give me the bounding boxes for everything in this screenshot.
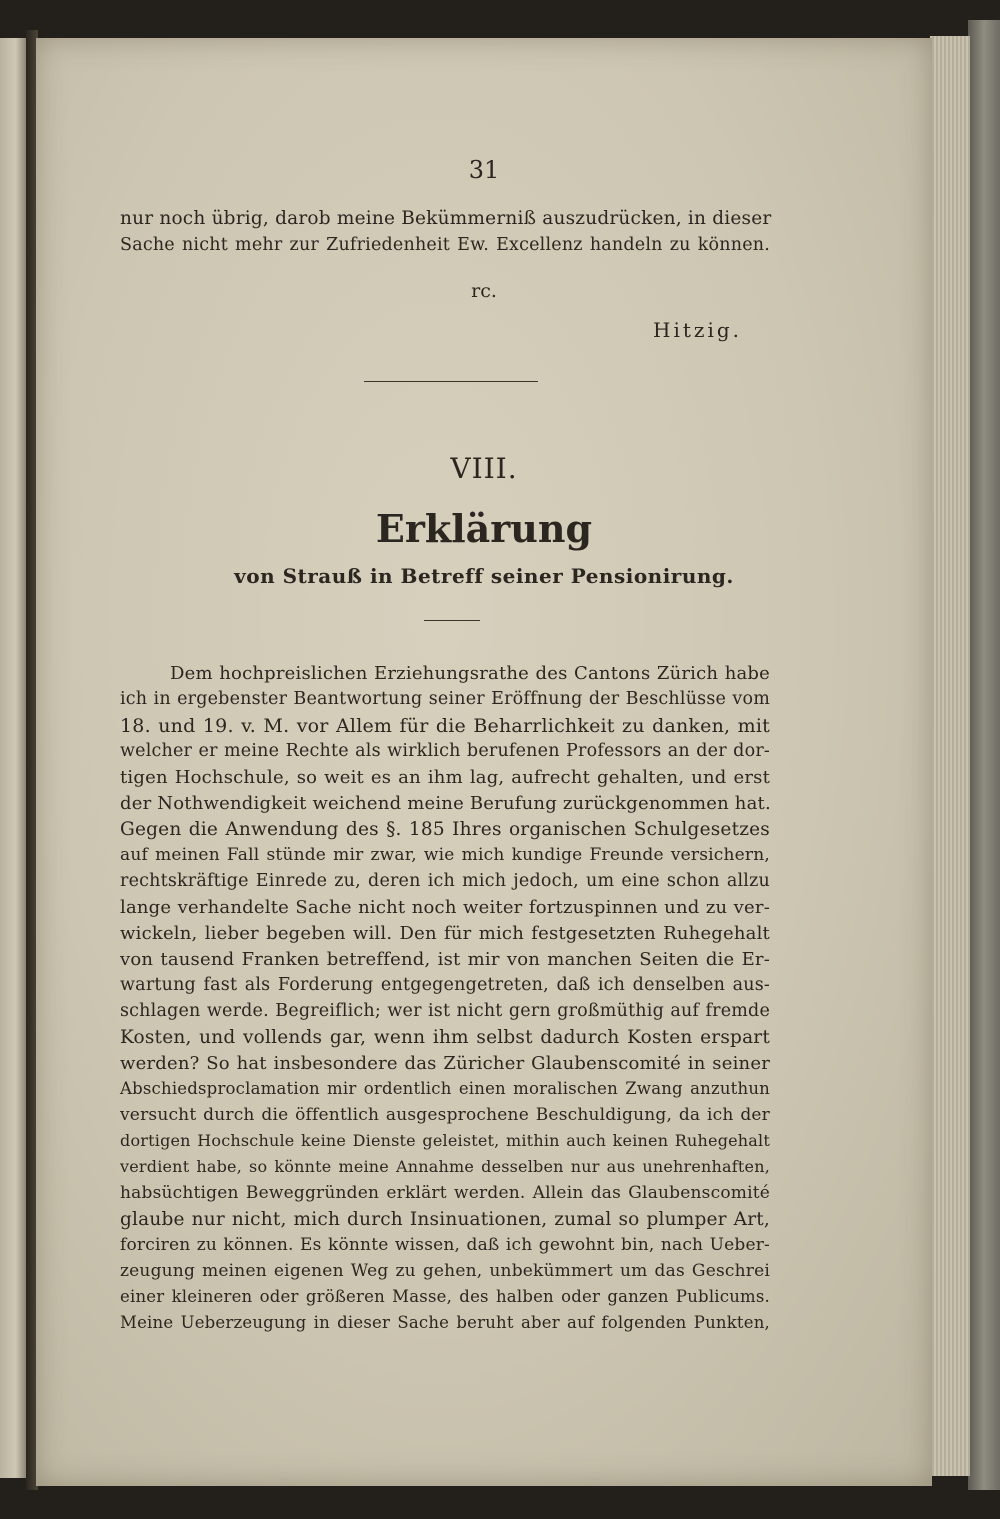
page-number: 31 — [468, 156, 500, 184]
body-line: Kosten, und vollends gar, wenn ihm selbst dadurch Kosten erspart — [120, 1027, 770, 1048]
body-line: glaube nur nicht, mich durch Insinuationen, zumal so plumper Art, — [120, 1209, 770, 1230]
body-line: lange verhandelte Sache nicht noch weiter fortzuspinnen und zu ver- — [120, 897, 770, 918]
body-line: verdient habe, so könnte meine Annahme desselben nur aus unehrenhaften, — [120, 1157, 770, 1176]
signature: Hitzig. — [653, 318, 742, 342]
body-line: einer kleineren oder größeren Masse, des halben oder ganzen Publicums. — [120, 1287, 770, 1306]
body-line: tigen Hochschule, so weit es an ihm lag, aufrecht gehalten, und erst — [120, 767, 770, 788]
body-line: welcher er meine Rechte als wirklich berufenen Professors an der dor- — [120, 741, 770, 761]
continuation-line: Sache nicht mehr zur Zufriedenheit Ew. Excellenz handeln zu können. — [120, 235, 770, 255]
body-line: versucht durch die öffentlich ausgesprochene Beschuldigung, da ich der — [120, 1105, 770, 1125]
body-line: werden? So hat insbesondere das Züricher Glaubenscomité in seiner — [120, 1053, 770, 1074]
cover-edge — [968, 20, 1000, 1490]
body-line: schlagen werde. Begreiflich; wer ist nicht gern großmüthig auf fremde — [120, 1001, 770, 1021]
continuation-line: nur noch übrig, darob meine Bekümmerniß auszudrücken, in dieser — [120, 208, 772, 229]
book-page — [36, 38, 932, 1486]
body-line: Meine Ueberzeugung in dieser Sache beruht aber auf folgenden Punkten, — [120, 1313, 770, 1332]
body-line: der Nothwendigkeit weichend meine Berufung zurückgenommen hat. — [120, 793, 771, 814]
left-page-edge — [0, 38, 26, 1478]
body-line: von tausend Franken betreffend, ist mir von manchen Seiten die Er- — [120, 949, 770, 970]
body-line: habsüchtigen Beweggründen erklärt werden. Allein das Glaubenscomité — [120, 1183, 770, 1203]
section-heading: Erklärung — [375, 506, 593, 551]
section-number: VIII. — [450, 452, 518, 485]
body-line: forciren zu können. Es könnte wissen, daß ich gewohnt bin, nach Ueber- — [120, 1235, 770, 1255]
body-line: ich in ergebenster Beantwortung seiner Eröffnung der Beschlüsse vom — [120, 689, 770, 709]
body-line: dortigen Hochschule keine Dienste geleistet, mithin auch keinen Ruhegehalt — [120, 1131, 770, 1150]
body-line: wartung fast als Forderung entgegengetreten, daß ich denselben aus- — [120, 975, 770, 995]
body-line: auf meinen Fall stünde mir zwar, wie mich kundige Freunde versichern, — [120, 845, 770, 865]
heading-divider — [424, 620, 480, 621]
closing-etc: rc. — [471, 280, 497, 302]
section-divider — [364, 381, 538, 382]
body-line: Dem hochpreislichen Erziehungsrathe des Cantons Zürich habe — [170, 663, 770, 684]
page-stack-edge — [930, 36, 970, 1476]
body-line: zeugung meinen eigenen Weg zu gehen, unbekümmert um das Geschrei — [120, 1261, 770, 1281]
body-line: rechtskräftige Einrede zu, deren ich mich jedoch, um eine schon allzu — [120, 871, 770, 891]
body-line: 18. und 19. v. M. vor Allem für die Beharrlichkeit zu danken, mit — [120, 715, 770, 737]
body-line: Abschiedsproclamation mir ordentlich einen moralischen Zwang anzuthun — [120, 1079, 770, 1098]
body-line: Gegen die Anwendung des §. 185 Ihres organischen Schulgesetzes — [120, 819, 770, 840]
section-subheading: von Strauß in Betreff seiner Pensionirung. — [234, 564, 734, 588]
body-line: wickeln, lieber begeben will. Den für mich festgesetzten Ruhegehalt — [120, 923, 770, 944]
